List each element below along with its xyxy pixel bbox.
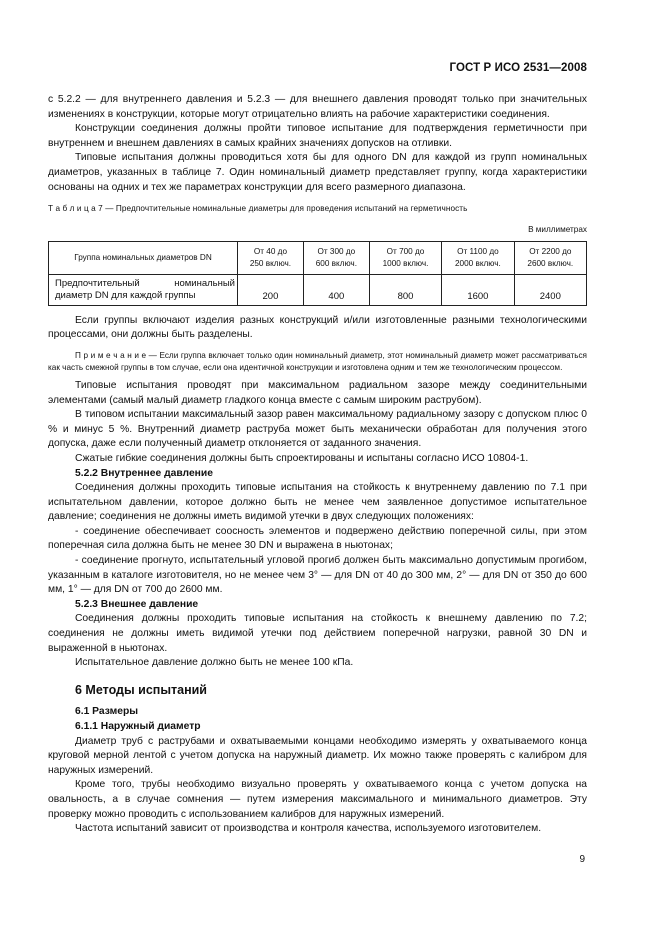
paragraph: Соединения должны проходить типовые испытания на стойкость к внешнему давлению по 7.2; соединения не должны иметь видимой утечки под действием поперечной нагрузки, равной 30 DN и выраженной в ньютонах. <box>48 613 587 654</box>
paragraph: с 5.2.2 — для внутреннего давления и 5.2.3 — для внешнего давления проводят только при значительных изменениях в конструкции, которые могут отрицательно влиять на рабочие характеристики соединения. <box>48 94 587 120</box>
table-header-row <box>49 241 587 274</box>
paragraph: Типовые испытания должны проводиться хотя бы для одного DN для каждой из групп номинальных диаметров, указанных в таблице 7. Один номинальный диаметр представляет группу, когда характеристики основаны на одних и тех же параметрах конструкции для всего размерного диапазона. <box>48 152 587 193</box>
table-units: В миллиметрах <box>528 225 587 235</box>
subsection-heading: 5.2.2 Внутреннее давление <box>75 467 213 479</box>
table-cell: 400 <box>303 274 369 305</box>
subsection-heading: 6.1.1 Наружный диаметр <box>75 721 201 732</box>
diameter-table <box>48 241 587 306</box>
table-cell: 2400 <box>514 274 586 305</box>
table-cell: 1600 <box>442 274 514 305</box>
section-heading: 6 Методы испытаний <box>75 682 207 697</box>
paragraph: В типовом испытании максимальный зазор равен максимальному радиальному зазору с допуском плюс 0 % и минус 5 %. Внутренний диаметр раструба может быть механически обработан для получения этого допуска, даже если полученный диаметр отклоняется от заданного значения. <box>48 409 587 450</box>
table-cell: 200 <box>238 274 304 305</box>
table-header-cell: От 700 до 1000 включ. <box>369 241 441 274</box>
page-content <box>48 93 587 837</box>
paragraph: Типовые испытания проводят при максимальном радиальном зазоре между соединительными элементами (самый малый диаметр гладкого конца вместе с самым широким раструбом). <box>48 379 587 406</box>
table-cell: 800 <box>369 274 441 305</box>
paragraph: Кроме того, трубы необходимо визуально проверять у охватываемого конца с учетом допуска на овальность, а в случае сомнения — путем измерения максимального и минимального диаметров. Эту проверку можно проводить с использованием калибров для наружных измерений. <box>48 779 587 820</box>
table-row <box>49 274 587 305</box>
table-header-cell: От 2200 до 2600 включ. <box>514 241 586 274</box>
paragraph: Диаметр труб с раструбами и охватываемыми концами необходимо измерять у охватываемого конца круговой мерной лентой с учетом допуска на наружный диаметр. Их можно также проверять с калибром для наружных измерений. <box>48 735 587 776</box>
subsection-heading: 5.2.3 Внешнее давление <box>75 598 199 610</box>
table-header-cell: От 1100 до 2000 включ. <box>442 241 514 274</box>
paragraph: Частота испытаний зависит от производства и контроля качества, используемого изготовителем. <box>75 823 542 835</box>
paragraph: - соединение обеспечивает соосность элементов и подвержено действию поперечной силы, при этом поперечная сила должна быть не менее 30 DN и выражена в ньютонах; <box>48 525 587 552</box>
table-row-label: Предпочтительный номинальный диаметр DN для каждой группы <box>49 274 238 305</box>
paragraph: Сжатые гибкие соединения должны быть спроектированы и испытаны согласно ИСО 10804-1. <box>75 452 529 464</box>
paragraph: Соединения должны проходить типовые испытания на стойкость к внутреннему давлению по 7.1 при испытательном давлении, которое должно быть не менее чем заявленное допустимое испытательное давление; соединения не должны иметь видимой утечки в двух следующих положениях: <box>48 482 587 523</box>
paragraph: Если группы включают изделия разных конструкций и/или изготовленные разными технологическими процессами, они должны быть разделены. <box>48 314 587 341</box>
table-header-cell: От 300 до 600 включ. <box>303 241 369 274</box>
paragraph: Испытательное давление должно быть не менее 100 кПа. <box>75 657 354 669</box>
paragraph: - соединение прогнуто, испытательный угловой прогиб должен быть максимально допустимым прогибом, указанным в каталоге изготовителя, но не менее чем 3° — для DN от 40 до 300 мм, 2° — для DN от 350 до 600 мм, 1° — для DN от 700 до 2600 мм. <box>48 555 587 596</box>
subsection-heading: 6.1 Размеры <box>75 706 139 718</box>
page-number: 9 <box>579 854 585 865</box>
note: П р и м е ч а н и е — Если группа включает только один номинальный диаметр, этот номинальный диаметр может рассматриваться как часть смежной группы в том случае, если она идентичной конструкции и изготовлена одним и тем же технологическим процессом. <box>48 350 587 373</box>
table-header-group: Группа номинальных диаметров DN <box>49 241 238 274</box>
table-header-cell: От 40 до 250 включ. <box>238 241 304 274</box>
paragraph: Конструкции соединения должны пройти типовое испытание для подтверждения герметичности при внутреннем и внешнем давлениях в самых крайних значениях допусков на отливки. <box>48 123 587 149</box>
standard-number: ГОСТ Р ИСО 2531—2008 <box>449 62 587 74</box>
table-caption: Т а б л и ц а 7 — Предпочтительные номинальные диаметры для проведения испытаний на герметичность <box>48 204 468 214</box>
